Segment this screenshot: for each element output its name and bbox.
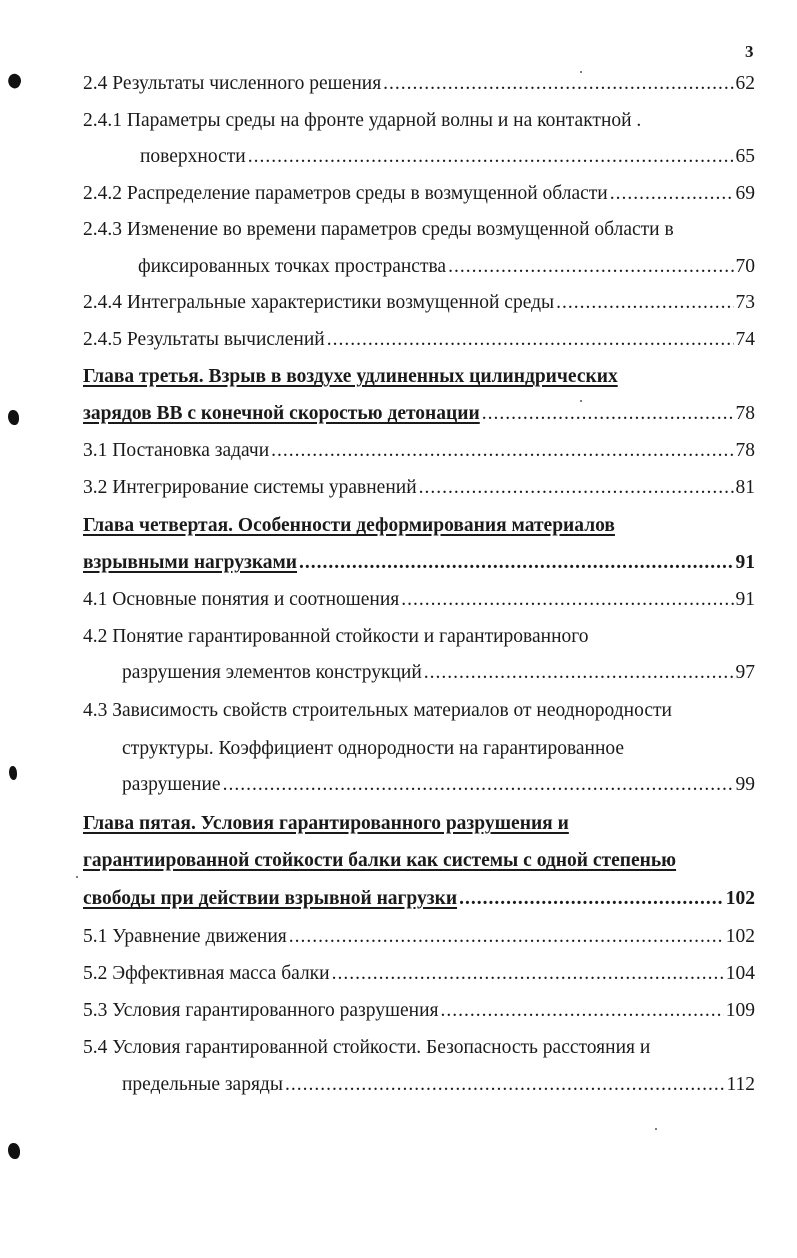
toc-entry: 4.3 Зависимость свойств строительных материалов от неоднородности [83,700,672,721]
toc-entry: 2.4.2 Распределение параметров среды в возмущенной области ..... 69 [83,183,755,213]
toc-entry: 2.4 Результаты численного решения ..... 62 [83,73,755,103]
page-number: 3 [745,42,754,61]
toc-entry: 4.2 Понятие гарантированной стойкости и гарантированного [83,626,589,647]
toc-entry: 2.4.5 Результаты вычислений ..... 74 [83,329,755,359]
toc-entry: 2.4.4 Интегральные характеристики возмущенной среды ..... 73 [83,292,755,322]
toc-entry: 3.2 Интегрирование системы уравнений ..... 81 [83,477,755,507]
binding-hole-mark [9,766,17,780]
scan-speck [655,1128,657,1130]
chapter-heading: Глава пятая. Условия гарантированного разрушения и [83,813,569,834]
toc-entry: поверхности ..... 65 [140,146,755,176]
toc-entry: 5.3 Условия гарантированного разрушения ..... 109 [83,1000,755,1030]
scan-speck [76,876,78,878]
chapter-heading: свободы при действии взрывной нагрузки ..... 102 [83,888,755,918]
chapter-heading: взрывными нагрузками ..... 91 [83,552,755,582]
toc-entry: 2.4.1 Параметры среды на фронте ударной волны и на контактной . [83,110,642,131]
binding-hole-mark [8,1143,20,1159]
chapter-heading: гарантиированной стойкости балки как системы с одной степенью [83,850,677,871]
chapter-heading: Глава третья. Взрыв в воздухе удлиненных цилиндрических [83,366,618,387]
scan-speck [580,71,582,73]
toc-entry: 4.1 Основные понятия и соотношения ..... 91 [83,589,755,619]
toc-entry: 3.1 Постановка задачи ..... 78 [83,440,755,470]
scan-speck [580,400,582,402]
chapter-heading: зарядов ВВ с конечной скоростью детонации ..... 78 [83,403,755,433]
toc-entry: 5.4 Условия гарантированной стойкости. Безопасность расстояния и [83,1037,651,1058]
toc-entry: 5.2 Эффективная масса балки ..... 104 [83,963,755,993]
toc-entry: разрушение ..... 99 [122,774,755,804]
toc-entry: разрушения элементов конструкций ..... 97 [122,662,755,692]
toc-entry: фиксированных точках пространства ..... 70 [138,256,755,286]
toc-entry: 2.4.3 Изменение во времени параметров среды возмущенной области в [83,219,674,240]
binding-hole-mark [8,410,19,425]
chapter-heading: Глава четвертая. Особенности деформирования материалов [83,515,615,536]
toc-entry: предельные заряды ..... 112 [122,1074,755,1104]
toc-entry: структуры. Коэффициент однородности на гарантированное [122,738,625,759]
toc-entry: 5.1 Уравнение движения ..... 102 [83,926,755,956]
